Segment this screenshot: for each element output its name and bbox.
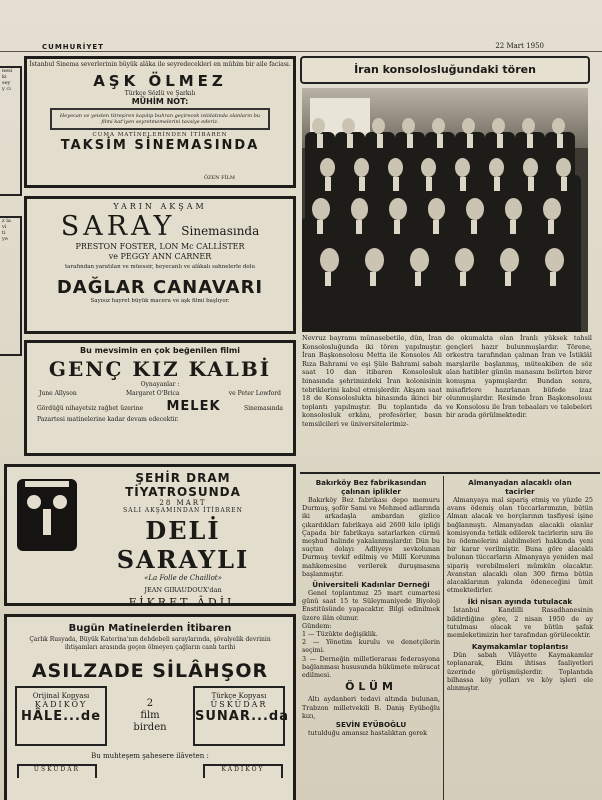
photo-figure-shirt: [325, 177, 331, 191]
newspaper-name: CUMHURİYET: [42, 43, 104, 51]
obituary-tail: tutulduğu amansız hastalıktan gerek: [308, 729, 428, 738]
translator: FİKRET ÂDİL: [128, 596, 238, 609]
section-rule: [300, 472, 600, 474]
photo-figure-shirt: [505, 272, 511, 286]
photo-figure-shirt: [317, 134, 323, 148]
popularity-note: Gördüğü nihayetsiz rağbet üzerine: [37, 405, 144, 412]
kaymakam-heading: Kaymakamlar toplantısı: [471, 642, 569, 652]
double-feature-line: birden: [133, 722, 167, 733]
photo-figure-shirt: [467, 134, 473, 148]
cinema-name: MELEK: [166, 399, 221, 414]
middle-column: [302, 478, 440, 737]
iran-article-col2: de okumakta olan İranlı yüksek tahsil gençleri hazır bulunmuşlardır. Törene, orkestra tarafından çalınan İran ve İstiklâl marşlarile başlanmış, müteakiben de söz alan hatibler günün manasını belirten birer konuşma yapmışlardır. Bundan sonra, misafirlere hazırlanan büfede izaz olunmuşlardır. Resimde İran Başkonsolosu ve Konsolosu ile İran tebaaları ve talebeleri bir arada görülmektedir.: [446, 334, 592, 420]
photo-figure-shirt: [471, 220, 477, 234]
cut-fragment: y ci: [2, 86, 11, 92]
cinema-name: SARAY: [60, 211, 176, 242]
photo-figure-shirt: [550, 272, 556, 286]
obituary-text: Altı aydanberi tedavi altında bulunan, Trabzon milletvekili B. Daniş Eyüboğlu kızı,: [302, 695, 440, 720]
district: ÜSKÜDAR: [210, 700, 268, 709]
ad-header: Bugün Matinelerden İtibaren: [68, 623, 232, 634]
photo-figure-shirt: [497, 134, 503, 148]
cinema-name: TAKSİM SİNEMASINDA: [60, 138, 260, 153]
theatre-name: ŞEHİR DRAM TİYATROSUNDA: [125, 471, 241, 499]
ad-daglar-canavari: [24, 196, 296, 334]
photo-figure-head: [545, 248, 564, 272]
cinema-label: Sinemasında: [243, 405, 283, 412]
photo-figure-shirt: [437, 134, 443, 148]
photo-figure-head: [500, 248, 519, 272]
original-title: «La Folle de Chaillot»: [144, 574, 222, 582]
play-title: DELİ SARAYLI: [116, 516, 250, 574]
photo-figure-head: [354, 158, 369, 177]
photo-figure-head: [351, 198, 369, 220]
stub-boxes: [7, 764, 293, 778]
photo-figure-head: [389, 198, 407, 220]
photo-figure-head: [492, 118, 505, 134]
masthead: [0, 40, 602, 52]
photo-figure-head: [320, 248, 339, 272]
photo-figure-head: [312, 198, 330, 220]
almanya-heading: tacirler: [505, 487, 535, 496]
agenda-label: Gündem:: [302, 621, 332, 630]
photo-figure-head: [523, 158, 538, 177]
photo-figure-head: [462, 118, 475, 134]
photo-figure-head: [312, 118, 325, 134]
author: JEAN GIRAUDOUX'dan: [144, 586, 222, 594]
photo-figure-shirt: [325, 272, 331, 286]
almanya-text: Almanyaya mal sipariş etmiş ve yüzde 25 avans ödemiş olan tüccarlarımızın, bütün Alman alacak ve borçlarının tasfiyesi işine bağlanmıştı. Almanyadan alacaklı olanlar komisyonda tetkik edilerek tacirlerin sıra ile bu ödemelerini alabilmeleri hakkında yeni bir karar verilmiştir. Buna göre alacaklı bulunan tüccarların Almanyaya yeniden mal sipariş verebilmeleri mümkün olacaktır. Avanstan alacaklı olan 300 firma bütün alacaklarının yakında ödeneceğini ümit etmektedirler.: [447, 496, 593, 595]
cinema-label: Sinemasında: [181, 224, 260, 238]
photo-figure-head: [342, 118, 355, 134]
photo-figure-shirt: [407, 134, 413, 148]
cast-label: Oynayanlar :: [140, 381, 180, 388]
cinema-name: SUNAR...da: [194, 709, 289, 724]
theatre-mask-icon: [17, 479, 77, 551]
run-until: Pazartesi matinelerine kadar devam edecektir.: [37, 416, 179, 423]
tagline: Sayısız hayret büyük macera ve aşk filmi başlıyor.: [90, 298, 230, 304]
kaymakam-text: Dün sabah Vilâyette Kaymakamlar toplanarak, Ekim ihtisas faaliyetleri üzerinde görüşmüşlerdir. Toplantıda bilhassa köy yolları ve köy işleri ele alınmıştır.: [447, 651, 593, 693]
cast-member: June Allyson: [39, 390, 77, 397]
cinema-box-left: [15, 686, 107, 746]
note-label: MÜHİM NOT:: [131, 97, 189, 106]
photo-figure-shirt: [370, 272, 376, 286]
photo-figure-shirt: [557, 134, 563, 148]
photo-figure-head: [432, 118, 445, 134]
photo-figure-shirt: [393, 177, 399, 191]
photo-figure-head: [522, 118, 535, 134]
film-title: GENÇ KIZ KALBİ: [48, 357, 272, 381]
agenda-item: 1 — Tüzükte değişiklik.: [302, 630, 378, 639]
bakirkoy-text: Bakırköy Bez fabrikası depo memuru Durmuş, şoför Sami ve Mehmed adlarında iki arkadaşla ambardan gizlice çıkardıkları fabrikaya aid 2600 kilo ipliği Çapada bir fabrikaya satarlarken cürmü meşhud halinde yakalanmışlardır. Dün bu suçtan dolayı Adliyeye sevkolunan Durmuş tevkif edilmiş ve Millî Korunma mahkemesine verilerek duruşmasına başlanmıştır.: [302, 496, 440, 578]
distributor: ÖZEN FİLM: [203, 175, 235, 181]
note-text: Heyecan ve yeisten titreşiren kapılıp buhran geçirecek istidatında olanların bu filmi kat'iyen seyretmemelerini tavsiye ederiz.: [50, 108, 270, 130]
photo-figure-shirt: [494, 177, 500, 191]
almanya-heading: Almanyadan alacaklı olan: [468, 478, 572, 487]
cast-member: Margaret O'Brica: [126, 390, 180, 397]
photo-figure-head: [552, 118, 565, 134]
double-feature-line: 2: [146, 698, 154, 709]
ad-content: [77, 471, 289, 609]
showing-when: YARIN AKŞAM: [113, 202, 207, 211]
cut-ad-box: [0, 66, 22, 196]
photo-figure-head: [466, 198, 484, 220]
photo-figure-head: [455, 248, 474, 272]
photo-figure-shirt: [460, 272, 466, 286]
bonus-note: Bu muhteşem şaheserе ilâveten :: [91, 752, 209, 760]
photo-figure-shirt: [426, 177, 432, 191]
ad-header: Bu mevsimin en çok beğenilen filmi: [79, 346, 240, 355]
ad-deli-sarayli: [4, 464, 296, 609]
copy-type: Türkçe Kopyası: [211, 692, 267, 700]
photo-figure-shirt: [415, 272, 421, 286]
ad-description: Çarlık Rusyada, Büyük Katerina'nın dehdebeli saraylarında, şövalyelik devrinin ihtişamları arasında geçen ölmeyen çağların canlı tarihi: [29, 636, 271, 651]
photo-figure-shirt: [527, 134, 533, 148]
photo-figure-shirt: [460, 177, 466, 191]
agenda-item: 3 — Derneğin milletlerarası federasyona bağlanması hususunda hükümete müracat edilmesi.: [302, 654, 440, 680]
iran-heading-box: [300, 56, 590, 84]
issue-date: 22 Mart 1950: [495, 42, 544, 50]
photo-figure-head: [365, 248, 384, 272]
cinema-line: [27, 399, 293, 414]
obituary-name: SEVİN EYÜBOĞLU: [335, 720, 407, 730]
start-note: SALI AKŞAMINDAN İTİBAREN: [123, 507, 243, 514]
cut-fragment: vi: [2, 224, 7, 230]
cut-fragment: z la: [2, 218, 11, 224]
ad-intro: İstanbul Sinema severlerinin büyük alâka ile seyredecekleri en mühim bir aile faciası.: [29, 61, 291, 68]
photo-figure-shirt: [394, 220, 400, 234]
copy-type: Orijinal Kopyası: [32, 692, 90, 700]
cast-member: ve Peter Lowford: [228, 390, 281, 397]
cinema-boxes: [7, 686, 293, 746]
photo-figure-head: [543, 198, 561, 220]
cinema-box-right: [193, 686, 289, 746]
eclipse-text: İstanbul Kandilli Rasadhanesinin bildirdiğine göre, 2 nisan 1950 de ay tutulması olacak ve bütün şafak memleketimizin her tarafından görülecektir.: [447, 606, 593, 640]
photo-figure-shirt: [356, 220, 362, 234]
photo-figure-head: [372, 118, 385, 134]
universite-text: Genel toplantımız 25 mart cumartesi günü saat 15 te Süleymaniyede Biyoloji Enstitüsünde yapacaktır. Bilgi edinilmek üzere ilân olunur.: [302, 589, 440, 622]
ad-asilzade-silahsor: [4, 614, 296, 800]
district: KADIKÖY: [34, 700, 88, 709]
film-title: AŞK ÖLMEZ: [93, 72, 227, 90]
agenda-item: 2 — Yönetim kurulu ve denetçilerin seçimi.: [302, 638, 440, 655]
obituary-heading: ÖLÜM: [345, 680, 397, 694]
photo-figure-shirt: [359, 177, 365, 191]
eclipse-heading: İki nisan ayında tutulacak: [467, 597, 573, 607]
cut-fragment: ye: [2, 236, 8, 242]
film-subtitle: Türkçe Sözlü ve Şarkılı: [124, 90, 196, 97]
stub-left: ÜSKÜDAR: [17, 764, 97, 778]
article-heading: İran konsolosluğundaki tören: [354, 63, 536, 76]
double-feature-line: film: [140, 710, 160, 721]
film-title: DAĞLAR CANAVARI: [56, 277, 264, 298]
double-feature: [133, 698, 166, 734]
photo-figure-head: [489, 158, 504, 177]
showing-date: CUMA MATİNELERİNDEN İTİBAREN: [92, 132, 228, 138]
photo-figure-shirt: [347, 134, 353, 148]
photo-figure-head: [402, 118, 415, 134]
photo-figure-shirt: [510, 220, 516, 234]
cast-line: ve PEGGY ANN CARNER: [108, 252, 212, 261]
ad-ask-olmez: [24, 56, 296, 188]
cast-line: PRESTON FOSTER, LON Mc CALLİSTER: [75, 242, 245, 251]
bakirkoy-heading: Bakırköy Bez fabrikasından: [315, 478, 427, 487]
photo-figure-shirt: [317, 220, 323, 234]
photo-figure-head: [388, 158, 403, 177]
cut-fragment: ki: [2, 74, 7, 80]
bakirkoy-heading: çalınan iplikler: [341, 487, 401, 496]
cast-list: [27, 388, 293, 399]
photo-figure-head: [410, 248, 429, 272]
column-rule: [443, 476, 444, 800]
photo-figure-head: [428, 198, 446, 220]
credits: tarafından yaratılan ve müessir, heyecanlı ve alâkalı sahnelerle dolu: [64, 264, 256, 270]
stub-right: KADIKÖY: [203, 764, 283, 778]
iran-article-col1: Nevruz bayramı münasebetile, dün, İran Konsolosluğunda iki tören yapılmıştır. İran Başkonsolosu Metta ile Konsolos Ali Rıza Bahrami ve eşi Şüle Bahrami sabah saat 10 dan itibaren Konsolosluk binasında şehrimizdeki İran kolonisinin tebriklerini kabul etmişlerdir. Akşam saat 18 de Konsoloslukta binasında ikinci bir toplantı yapılmıştır. Bu toplantıda da konsolosluk erkânı, profesörler, basın temsilcileri ve üniversitelerimiz-: [302, 334, 442, 428]
cut-ad-box: [0, 216, 22, 356]
cut-fragment: ti: [2, 230, 6, 236]
photo-figure-shirt: [561, 177, 567, 191]
ad-genc-kiz-kalbi: [24, 340, 296, 456]
photo-figure-shirt: [528, 177, 534, 191]
cut-fragment: nesi: [2, 68, 13, 74]
universite-heading: Üniversiteli Kadınlar Derneği: [312, 580, 430, 590]
cut-fragment: sey: [2, 80, 11, 86]
cinema-name: HÂLE...de: [20, 709, 102, 724]
photo-figure-shirt: [433, 220, 439, 234]
photo-figure-shirt: [548, 220, 554, 234]
photo-figure-shirt: [377, 134, 383, 148]
cinema-row: [27, 211, 293, 242]
right-column: [447, 478, 593, 692]
premiere-date: 28 MART: [159, 499, 207, 507]
ceremony-photo: [302, 88, 588, 332]
film-title: ASILZADE SİLÂHŞOR: [31, 660, 269, 682]
